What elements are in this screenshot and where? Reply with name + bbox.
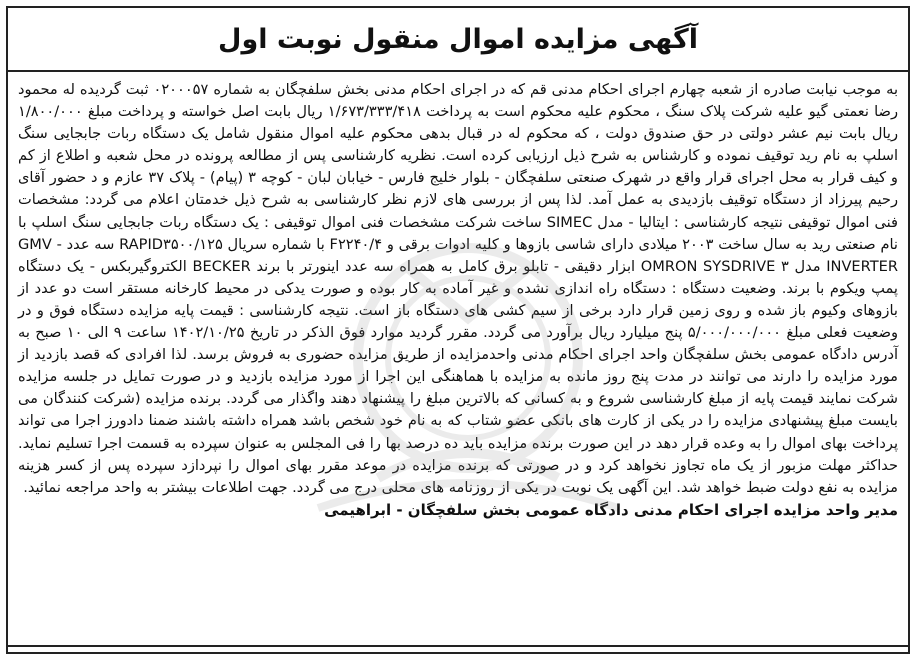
notice-body <box>8 72 908 499</box>
auction-notice <box>6 6 910 654</box>
notice-title: آگهی مزایده اموال منقول نوبت اول <box>218 23 698 55</box>
bottom-rule <box>8 645 908 647</box>
title-box <box>8 8 908 72</box>
notice-body-text: به موجب نیابت صادره از شعبه چهارم اجرای احکام مدنی قم که در اجرای احکام مدنی بخش سلفچگان به شماره ۰۲۰۰۰۵۷ ثبت گردیده له محمود رضا نعمتی گیو علیه شرکت پلاک سنگ ، محکوم علیه محکوم است به پرداخت ۱/۶۷۳/۳۳۳/۴۱۸ ریال بابت اصل خواسته و پرداخت مبلغ ۱/۸۰۰/۰۰۰ ریال بابت نیم عشر دولتی در حق صندوق دولت ، که محکوم له در قبال بدهی محکوم علیه اموال منقول شامل یک دستگاه ربات جابجایی سنگ اسلپ به نام رید توقیف نموده و کارشناس به شرح ذیل ارزیابی کرده است. نظریه کارشناسی پس از مطالعه پرونده در محل شعبه و اطلاع از کم و کیف قرار به محل اجرای قرار واقع در شهرک صنعتی سلفچگان - بلوار خلیج فارس - خیابان لبان - کوچه ۳ (پیام) - پلاک ۳۷ عازم و د حضور آقای رحیم پیرزاد از دستگاه توقیف بازدیدی به عمل آمد. لذا پس از بررسی های لازم نظر کارشناسی به شرح ذیل خدمتان اعلام می گردد: مشخصات فنی اموال توقیفی نتیجه کارشناسی : ایتالیا - مدل SIMEC ساخت شرکت مشخصات فنی اموال توقیفی : یک دستگاه ربات جابجایی سنگ اسلپ با نام صنعتی رید به سال ساخت ۲۰۰۳ میلادی دارای شاسی بازوها و کلیه ادوات برقی و ۴/F۲۲۴۰ با شماره سریال ۱۲۵/RAPID۳۵۰۰ سه عدد - GMV INVERTER مدل OMRON SYSDRIVE ۳ ابزار دقیقی - تابلو برق کامل به همراه سه عدد اینورتر با برند BECKER الکتروگیربکس - یک دستگاه پمپ ویکوم با برند. وضعیت دستگاه : دستگاه راه اندازی نشده و غیر آماده به کار بوده و صورت یدکی در محیط کارخانه مستقر است دو عدد از بازوهای وکیوم باز شده و روی زمین قرار دارد برخی از سیم کشی های دستگاه باز است. نتیجه کارشناسی : قیمت پایه مزایده دستگاه فوق و در وضعیت فعلی مبلغ ۵/۰۰۰/۰۰۰/۰۰۰ پنج میلیارد ریال برآورد می گردد. مقرر گردید موارد فوق الذکر در تاریخ ۱۴۰۲/۱۰/۲۵ ساعت ۹ الی ۱۰ صبح به آدرس دادگاه عمومی بخش سلفچگان واحد اجرای احکام مدنی واحدمزایده از طریق مزایده حضوری به فروش برسد. لذا افرادی که قصد بازدید از مورد مزایده را دارند می توانند در مدت پنج روز مانده به مزایده با هماهنگی این اجرا از مورد مزایده بازدید و در صورت تمایل در جلسه مزایده شرکت نمایند قیمت پایه از مبلغ کارشناسی شروع و به کسانی که بالاترین مبلغ را پیشنهاد دهند واگذار می گردد. برنده مزایده (شرکت کنندگان می بایست مبلغ پیشنهادی مزایده را در یکی از کارت های بانکی عضو شتاب که به نام خود شخص باشد همراه داشته باشند ضمنا دادورز اجرا می تواند پرداخت بهای اموال را به وعده قرار دهد در این صورت برنده مزایده باید ده درصد بها را فی المجلس به عنوان سپرده به قسمت اجرا تسلیم نماید. حداکثر مهلت مزبور از یک ماه تجاوز نخواهد کرد و در صورتی که برنده مزایده در موعد مقرر بهای اموال را نپردازد سپرده پس از کسر هزینه مزایده به نفع دولت ضبط خواهد شد. این آگهی یک نوبت در یکی از روزنامه های محلی درج می گردد. جهت اطلاعات بیشتر به واحد مراجعه نمائید. <box>18 81 899 496</box>
notice-signature: مدیر واحد مزایده اجرای احکام مدنی دادگاه عمومی بخش سلفچگان - ابراهیمی <box>324 500 898 519</box>
